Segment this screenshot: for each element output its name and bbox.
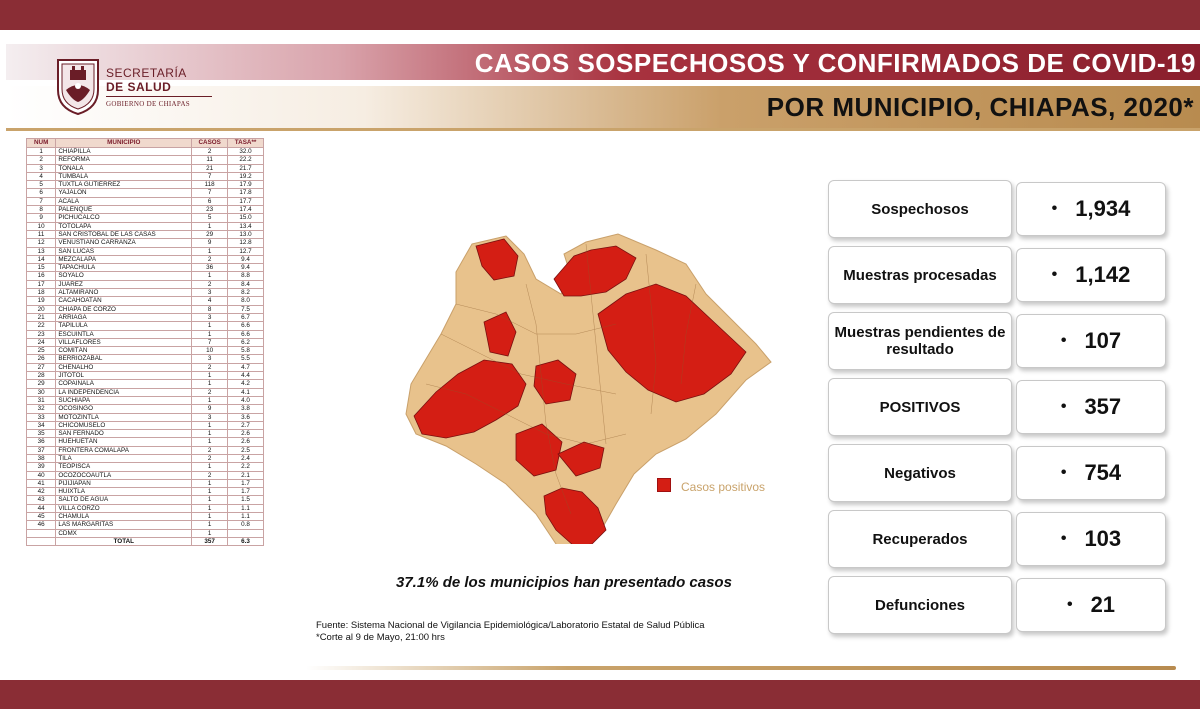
cell-tasa: 1.7 — [228, 479, 264, 487]
cell-municipio: SALTO DE AGUA — [56, 496, 192, 504]
logo-text-gobierno: GOBIERNO DE CHIAPAS — [106, 100, 191, 108]
cell-municipio: HUEHUETÁN — [56, 438, 192, 446]
cell-num: 15 — [27, 264, 56, 272]
cell-municipio: SUCHIAPA — [56, 396, 192, 404]
bullet-icon: • — [1051, 266, 1058, 283]
bullet-icon: • — [1060, 398, 1067, 415]
cell-municipio: VENUSTIANO CARRANZA — [56, 239, 192, 247]
cell-casos: 3 — [192, 289, 228, 297]
cell-casos: 1 — [192, 463, 228, 471]
cell-municipio: SAN CRISTÓBAL DE LAS CASAS — [56, 230, 192, 238]
cell-casos: 1 — [192, 322, 228, 330]
table-row — [27, 529, 264, 537]
cell-num: 4 — [27, 172, 56, 180]
table-row — [27, 496, 264, 504]
stat-value-muestras-pendientes — [1016, 314, 1166, 368]
cell-municipio: TAPILULA — [56, 322, 192, 330]
cell-tasa: 1.1 — [228, 513, 264, 521]
cell-num — [27, 537, 56, 545]
footer-gold-line — [306, 666, 1176, 670]
cell-casos: 10 — [192, 347, 228, 355]
cell-municipio: CACAHOATÁN — [56, 297, 192, 305]
cell-num: 8 — [27, 206, 56, 214]
cell-num: 25 — [27, 347, 56, 355]
stat-value-recuperados — [1016, 512, 1166, 566]
cell-casos: 9 — [192, 405, 228, 413]
bullet-icon: • — [1060, 464, 1067, 481]
cell-tasa: 9.4 — [228, 255, 264, 263]
cell-tasa: 6.2 — [228, 338, 264, 346]
cell-tasa: 3.6 — [228, 413, 264, 421]
cell-num: 18 — [27, 289, 56, 297]
stat-value-muestras-procesadas — [1016, 248, 1166, 302]
cell-municipio: JUÁREZ — [56, 280, 192, 288]
cell-casos: 1 — [192, 513, 228, 521]
cell-num: 21 — [27, 313, 56, 321]
table-row — [27, 189, 264, 197]
cell-casos: 7 — [192, 189, 228, 197]
cell-casos: 3 — [192, 413, 228, 421]
cell-tasa: 2.2 — [228, 463, 264, 471]
cell-tasa — [228, 529, 264, 537]
table-row — [27, 322, 264, 330]
cell-tasa: 12.7 — [228, 247, 264, 255]
cell-casos: 1 — [192, 421, 228, 429]
table-row — [27, 330, 264, 338]
table-row — [27, 297, 264, 305]
cell-tasa: 5.5 — [228, 355, 264, 363]
cell-total-cases: 357 — [192, 537, 228, 545]
cell-num: 37 — [27, 446, 56, 454]
cell-num: 5 — [27, 181, 56, 189]
cell-tasa: 17.9 — [228, 181, 264, 189]
cell-casos: 1 — [192, 247, 228, 255]
stat-value-defunciones — [1016, 578, 1166, 632]
cell-tasa: 13.0 — [228, 230, 264, 238]
cell-casos: 2 — [192, 148, 228, 156]
cell-municipio: TILA — [56, 454, 192, 462]
cell-casos: 1 — [192, 504, 228, 512]
logo-divider — [106, 96, 212, 97]
table-row — [27, 338, 264, 346]
cell-municipio: COMITÁN — [56, 347, 192, 355]
cell-casos: 1 — [192, 521, 228, 529]
cell-municipio: FRONTERA COMALAPA — [56, 446, 192, 454]
cell-num: 10 — [27, 222, 56, 230]
cell-tasa: 17.8 — [228, 189, 264, 197]
cell-num: 11 — [27, 230, 56, 238]
table-row — [27, 479, 264, 487]
cell-tasa: 22.2 — [228, 156, 264, 164]
cell-casos: 1 — [192, 272, 228, 280]
cell-tasa: 1.5 — [228, 496, 264, 504]
cell-municipio: MEZCALAPA — [56, 255, 192, 263]
cell-municipio: SAN LUCAS — [56, 247, 192, 255]
table-row — [27, 405, 264, 413]
cell-municipio: TEOPISCA — [56, 463, 192, 471]
table-row — [27, 347, 264, 355]
cell-tasa: 2.4 — [228, 454, 264, 462]
cell-num: 17 — [27, 280, 56, 288]
cell-tasa: 9.4 — [228, 264, 264, 272]
cell-casos: 3 — [192, 355, 228, 363]
bullet-icon: • — [1060, 530, 1067, 547]
top-frame-bar — [0, 0, 1200, 30]
source-note: Fuente: Sistema Nacional de Vigilancia Epidemiológica/Laboratorio Estatal de Salud Pública — [316, 620, 705, 631]
table-row — [27, 206, 264, 214]
cell-municipio: SOYALÓ — [56, 272, 192, 280]
cell-tasa: 2.7 — [228, 421, 264, 429]
table-row — [27, 156, 264, 164]
cell-municipio: TOTOLAPA — [56, 222, 192, 230]
cell-municipio: PALENQUE — [56, 206, 192, 214]
col-header-casos: CASOS — [192, 139, 228, 148]
stat-value-negativos — [1016, 446, 1166, 500]
cell-municipio: CDMX — [56, 529, 192, 537]
table-total-row — [27, 537, 264, 545]
cell-casos: 1 — [192, 372, 228, 380]
cell-num: 31 — [27, 396, 56, 404]
cell-tasa: 19.2 — [228, 172, 264, 180]
table-row — [27, 380, 264, 388]
stat-value-text: 21 — [1090, 592, 1116, 617]
cutoff-note: *Corte al 9 de Mayo, 21:00 hrs — [316, 632, 445, 643]
cell-tasa: 2.5 — [228, 446, 264, 454]
legend-label: Casos positivos — [681, 480, 766, 494]
cell-casos: 2 — [192, 363, 228, 371]
cell-casos: 1 — [192, 330, 228, 338]
cell-tasa: 1.7 — [228, 488, 264, 496]
table-row — [27, 372, 264, 380]
cell-num: 39 — [27, 463, 56, 471]
cell-casos: 9 — [192, 239, 228, 247]
cell-municipio: REFORMA — [56, 156, 192, 164]
cell-num: 9 — [27, 214, 56, 222]
stat-value-positivos — [1016, 380, 1166, 434]
cell-num: 13 — [27, 247, 56, 255]
logo-text-secretaria: SECRETARÍA — [106, 66, 187, 80]
col-header-tasa: TASA** — [228, 139, 264, 148]
cell-casos: 36 — [192, 264, 228, 272]
table-row — [27, 355, 264, 363]
cell-num: 42 — [27, 488, 56, 496]
cell-casos: 4 — [192, 297, 228, 305]
cell-municipio: CHENALHÓ — [56, 363, 192, 371]
cell-municipio: LA INDEPENDENCIA — [56, 388, 192, 396]
table-row — [27, 521, 264, 529]
cell-tasa: 12.8 — [228, 239, 264, 247]
table-row — [27, 488, 264, 496]
stat-label-sospechosos: Sospechosos — [828, 180, 1012, 238]
secretaria-salud-logo — [54, 56, 214, 120]
cell-num: 3 — [27, 164, 56, 172]
cell-num: 23 — [27, 330, 56, 338]
cell-casos: 5 — [192, 214, 228, 222]
cell-casos: 1 — [192, 496, 228, 504]
table-row — [27, 197, 264, 205]
cell-tasa: 2.6 — [228, 430, 264, 438]
cell-num: 19 — [27, 297, 56, 305]
cell-municipio: ALTAMIRANO — [56, 289, 192, 297]
table-row — [27, 239, 264, 247]
cell-municipio: PICHUCALCO — [56, 214, 192, 222]
cell-municipio: CHIAPA DE CORZO — [56, 305, 192, 313]
cell-num: 2 — [27, 156, 56, 164]
cell-casos: 2 — [192, 280, 228, 288]
cell-num: 27 — [27, 363, 56, 371]
cell-num: 29 — [27, 380, 56, 388]
cell-tasa: 4.1 — [228, 388, 264, 396]
stat-label-negativos: Negativos — [828, 444, 1012, 502]
table-row — [27, 222, 264, 230]
slide — [6, 44, 1200, 680]
cell-num: 32 — [27, 405, 56, 413]
cell-casos: 3 — [192, 313, 228, 321]
table-row — [27, 181, 264, 189]
stat-value-text: 1,142 — [1075, 262, 1131, 287]
table-row — [27, 513, 264, 521]
cell-municipio: CHICOMUSELO — [56, 421, 192, 429]
cell-tasa: 8.4 — [228, 280, 264, 288]
cell-municipio: TUMBALÁ — [56, 172, 192, 180]
cell-num: 12 — [27, 239, 56, 247]
cell-municipio: TUXTLA GUTIÉRREZ — [56, 181, 192, 189]
cell-num: 40 — [27, 471, 56, 479]
col-header-num: NUM — [27, 139, 56, 148]
cell-num: 1 — [27, 148, 56, 156]
cell-casos: 23 — [192, 206, 228, 214]
stat-value-text: 107 — [1084, 328, 1122, 353]
cell-total-label: TOTAL — [56, 537, 192, 545]
cell-casos: 1 — [192, 222, 228, 230]
title-line-2: POR MUNICIPIO, CHIAPAS, 2020* — [766, 92, 1194, 122]
table-row — [27, 413, 264, 421]
cell-municipio: YAJALÓN — [56, 189, 192, 197]
table-row — [27, 438, 264, 446]
cell-municipio: CHAMULA — [56, 513, 192, 521]
cell-tasa: 6.6 — [228, 330, 264, 338]
cell-tasa: 8.0 — [228, 297, 264, 305]
cell-municipio: JITOTOL — [56, 372, 192, 380]
stat-value-sospechosos — [1016, 182, 1166, 236]
cell-casos: 2 — [192, 471, 228, 479]
bullet-icon: • — [1051, 200, 1058, 217]
table-row — [27, 463, 264, 471]
cell-municipio: COPAINALÁ — [56, 380, 192, 388]
cell-casos: 29 — [192, 230, 228, 238]
cell-municipio: CHIAPILLA — [56, 148, 192, 156]
cell-num: 34 — [27, 421, 56, 429]
cell-tasa: 4.0 — [228, 396, 264, 404]
cell-tasa: 8.8 — [228, 272, 264, 280]
cell-tasa: 2.6 — [228, 438, 264, 446]
cell-num: 41 — [27, 479, 56, 487]
header-gold-line — [6, 128, 1200, 131]
cell-casos: 1 — [192, 380, 228, 388]
table-row — [27, 172, 264, 180]
table-row — [27, 214, 264, 222]
title-line-1: CASOS SOSPECHOSOS Y CONFIRMADOS DE COVID-19 — [474, 48, 1196, 78]
cell-casos: 1 — [192, 479, 228, 487]
cell-municipio: VILLA CORZO — [56, 504, 192, 512]
table-row — [27, 446, 264, 454]
cell-municipio: ACALA — [56, 197, 192, 205]
cell-total-rate: 6.3 — [228, 537, 264, 545]
cell-tasa: 7.5 — [228, 305, 264, 313]
table-row — [27, 454, 264, 462]
table-row — [27, 247, 264, 255]
cell-tasa: 17.4 — [228, 206, 264, 214]
cell-municipio: MOTOZINTLA — [56, 413, 192, 421]
table-row — [27, 289, 264, 297]
cell-tasa: 6.6 — [228, 322, 264, 330]
cell-num: 33 — [27, 413, 56, 421]
table-header-row — [27, 139, 264, 148]
cell-num: 22 — [27, 322, 56, 330]
cell-tasa: 4.4 — [228, 372, 264, 380]
cell-casos: 118 — [192, 181, 228, 189]
cell-casos: 7 — [192, 172, 228, 180]
cell-num: 44 — [27, 504, 56, 512]
stat-label-recuperados: Recuperados — [828, 510, 1012, 568]
table-row — [27, 272, 264, 280]
cell-casos: 6 — [192, 197, 228, 205]
cell-casos: 1 — [192, 529, 228, 537]
cell-casos: 11 — [192, 156, 228, 164]
cell-tasa: 17.7 — [228, 197, 264, 205]
table-row — [27, 264, 264, 272]
cell-tasa: 3.8 — [228, 405, 264, 413]
table-row — [27, 305, 264, 313]
cell-municipio: LAS MARGARITAS — [56, 521, 192, 529]
stat-label-muestras-procesadas: Muestras procesadas — [828, 246, 1012, 304]
cell-municipio: OCOSINGO — [56, 405, 192, 413]
municipios-percentage-caption: 37.1% de los municipios han presentado casos — [396, 574, 732, 591]
stat-value-text: 357 — [1084, 394, 1122, 419]
cell-municipio: BERRIOZÁBAL — [56, 355, 192, 363]
cell-tasa: 15.0 — [228, 214, 264, 222]
table-row — [27, 471, 264, 479]
stat-value-text: 103 — [1084, 526, 1122, 551]
cell-municipio: VILLAFLORES — [56, 338, 192, 346]
cell-casos: 7 — [192, 338, 228, 346]
cell-num: 20 — [27, 305, 56, 313]
cell-num: 16 — [27, 272, 56, 280]
cell-tasa: 1.1 — [228, 504, 264, 512]
cell-num: 30 — [27, 388, 56, 396]
cell-tasa: 32.0 — [228, 148, 264, 156]
cell-tasa: 4.7 — [228, 363, 264, 371]
table-row — [27, 421, 264, 429]
cell-municipio: HUIXTLA — [56, 488, 192, 496]
cell-num: 36 — [27, 438, 56, 446]
cell-casos: 2 — [192, 388, 228, 396]
cell-num: 35 — [27, 430, 56, 438]
stat-label-positivos: POSITIVOS — [828, 378, 1012, 436]
municipios-table — [26, 138, 264, 546]
stat-value-text: 754 — [1084, 460, 1122, 485]
cell-municipio: ARRIAGA — [56, 313, 192, 321]
cell-num: 26 — [27, 355, 56, 363]
table-row — [27, 230, 264, 238]
cell-municipio: OCOZOCOAUTLA — [56, 471, 192, 479]
table-row — [27, 396, 264, 404]
cell-casos: 2 — [192, 454, 228, 462]
table-row — [27, 255, 264, 263]
table-row — [27, 430, 264, 438]
cell-casos: 2 — [192, 255, 228, 263]
cell-casos: 21 — [192, 164, 228, 172]
cell-casos: 1 — [192, 488, 228, 496]
bottom-frame-bar — [0, 680, 1200, 709]
table-row — [27, 164, 264, 172]
cell-num: 6 — [27, 189, 56, 197]
logo-text-de-salud: DE SALUD — [106, 80, 172, 94]
cell-casos: 1 — [192, 438, 228, 446]
stat-label-defunciones: Defunciones — [828, 576, 1012, 634]
cell-tasa: 5.8 — [228, 347, 264, 355]
cell-num: 24 — [27, 338, 56, 346]
cell-tasa: 0.8 — [228, 521, 264, 529]
cell-casos: 8 — [192, 305, 228, 313]
cell-tasa: 8.2 — [228, 289, 264, 297]
cell-num: 46 — [27, 521, 56, 529]
table-row — [27, 280, 264, 288]
cell-num: 43 — [27, 496, 56, 504]
cell-num: 7 — [27, 197, 56, 205]
col-header-municipio: MUNICIPIO — [56, 139, 192, 148]
cell-tasa: 21.7 — [228, 164, 264, 172]
bullet-icon: • — [1060, 332, 1067, 349]
table-row — [27, 504, 264, 512]
table-row — [27, 313, 264, 321]
cell-casos: 2 — [192, 446, 228, 454]
cell-municipio: ESCUINTLA — [56, 330, 192, 338]
table-row — [27, 148, 264, 156]
table-row — [27, 388, 264, 396]
stat-label-muestras-pendientes: Muestras pendientes de resultado — [828, 312, 1012, 370]
cell-municipio: TONALÁ — [56, 164, 192, 172]
cell-num: 38 — [27, 454, 56, 462]
table-row — [27, 363, 264, 371]
legend-swatch-casos-positivos — [657, 478, 671, 492]
cell-casos: 1 — [192, 430, 228, 438]
cell-tasa: 13.4 — [228, 222, 264, 230]
cell-num: 45 — [27, 513, 56, 521]
cell-num — [27, 529, 56, 537]
cell-num: 14 — [27, 255, 56, 263]
cell-tasa: 4.2 — [228, 380, 264, 388]
coat-of-arms-icon — [54, 56, 102, 116]
bullet-icon: • — [1066, 596, 1073, 613]
cell-casos: 1 — [192, 396, 228, 404]
cell-municipio: PIJIJIAPAN — [56, 479, 192, 487]
cell-municipio: SAN FERNADO — [56, 430, 192, 438]
cell-municipio: TAPACHULA — [56, 264, 192, 272]
cell-tasa: 6.7 — [228, 313, 264, 321]
stat-value-text: 1,934 — [1075, 196, 1131, 221]
cell-tasa: 2.1 — [228, 471, 264, 479]
cell-num: 28 — [27, 372, 56, 380]
